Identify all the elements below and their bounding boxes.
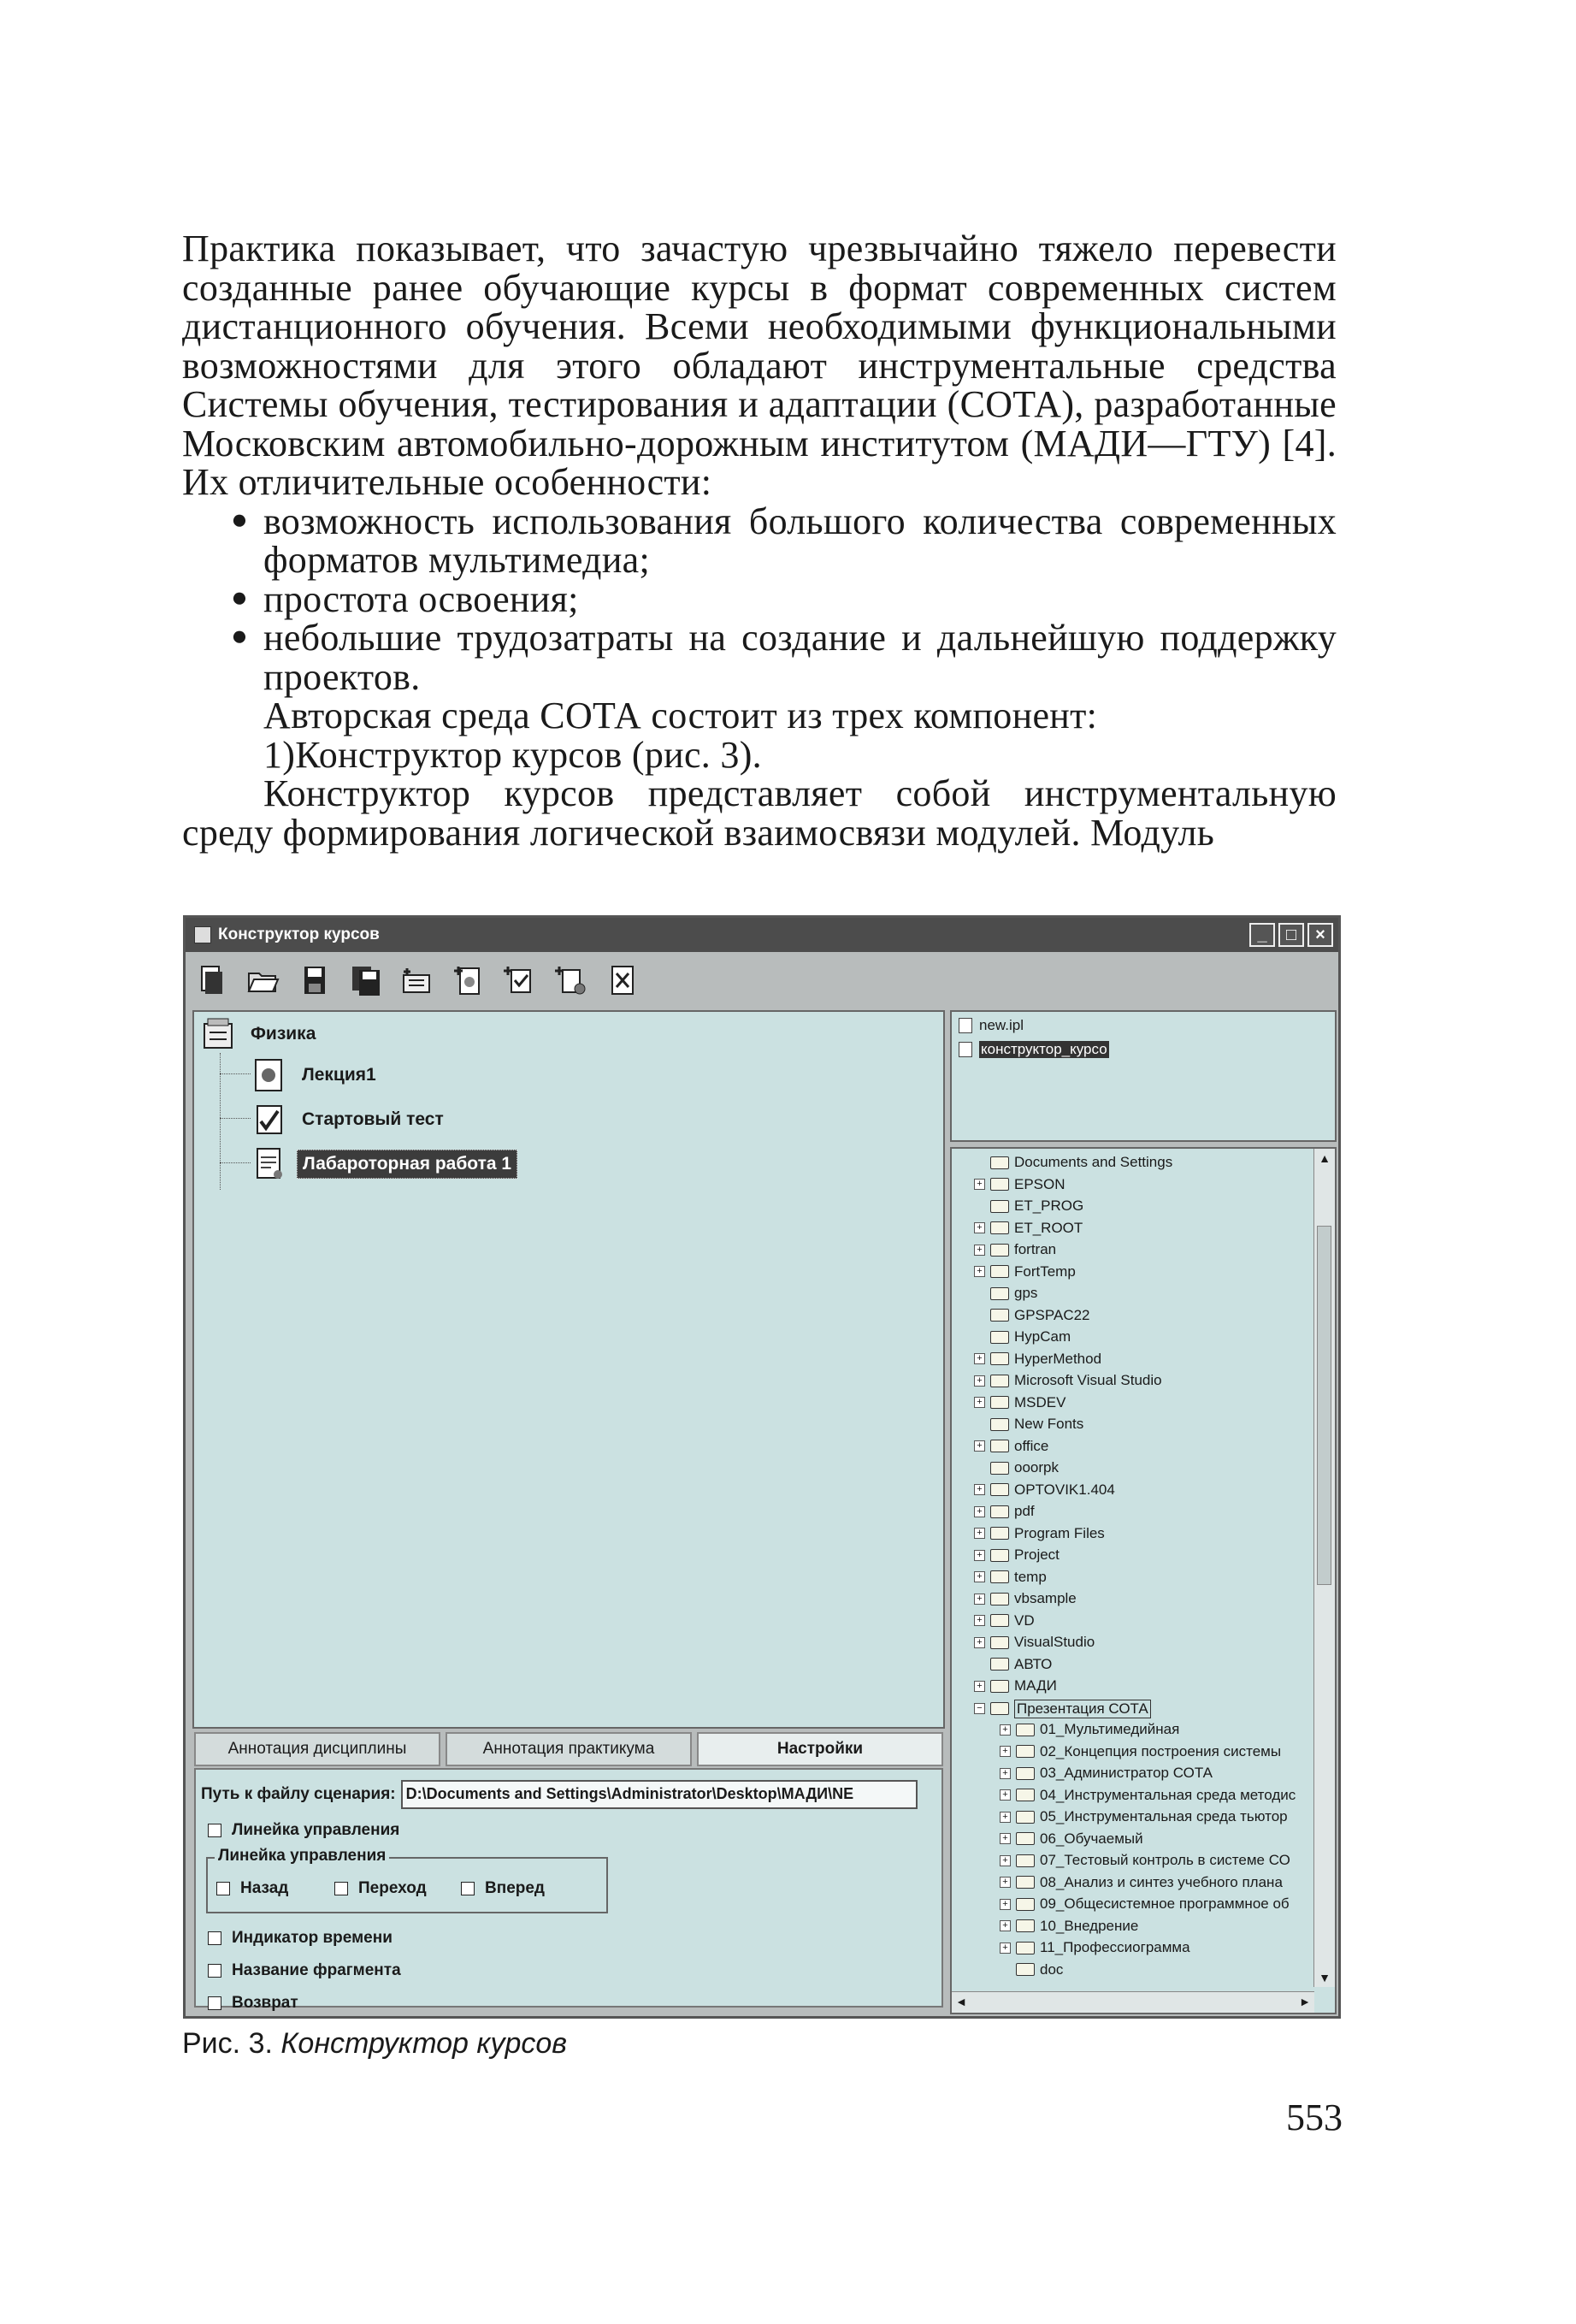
checkbox-goto[interactable]: Переход xyxy=(334,1879,427,1898)
folder-label: 08_Анализ и синтез учебного плана xyxy=(1040,1873,1283,1890)
folder-icon xyxy=(1016,1811,1035,1824)
folder-item[interactable] xyxy=(974,1525,1105,1542)
folder-item[interactable] xyxy=(974,1700,1151,1718)
expand-icon[interactable]: + xyxy=(974,1571,985,1582)
toolbar-groupbox xyxy=(206,1847,608,1913)
folder-item[interactable] xyxy=(974,1394,1065,1411)
folder-label: HyperMethod xyxy=(1014,1350,1102,1367)
folder-label: ET_ROOT xyxy=(1014,1219,1083,1236)
folder-icon xyxy=(990,1462,1009,1475)
folder-item[interactable] xyxy=(974,1590,1077,1607)
bullet-item: ● простота освоения; xyxy=(182,580,1337,619)
folder-label: vbsample xyxy=(1014,1590,1077,1606)
expand-icon[interactable]: + xyxy=(974,1353,985,1364)
file-icon xyxy=(959,1018,972,1033)
expand-icon[interactable]: + xyxy=(1000,1724,1011,1736)
folder-item[interactable] xyxy=(974,1546,1060,1564)
folder-label: VD xyxy=(1014,1611,1035,1629)
folder-label: 10_Внедрение xyxy=(1040,1917,1139,1934)
folder-icon xyxy=(990,1178,1009,1191)
expand-icon[interactable]: + xyxy=(974,1375,985,1387)
folder-label: pdf xyxy=(1014,1503,1035,1519)
checkbox-forward[interactable]: Вперед xyxy=(461,1879,545,1898)
folder-item[interactable] xyxy=(974,1176,1065,1193)
folder-item[interactable] xyxy=(1000,1765,1213,1782)
folder-item[interactable] xyxy=(974,1612,1035,1629)
expand-icon[interactable]: + xyxy=(974,1179,985,1190)
folder-icon xyxy=(990,1396,1009,1409)
script-path-input[interactable]: D:\Documents and Settings\Administrator\Desktop\МАДИ\NE xyxy=(401,1780,918,1809)
page-number: 553 xyxy=(1286,2096,1343,2138)
course-tree xyxy=(192,1010,945,1729)
expand-icon[interactable]: + xyxy=(1000,1855,1011,1866)
folder-item[interactable] xyxy=(1000,1918,1138,1935)
folder-label: Project xyxy=(1014,1546,1060,1563)
folder-icon xyxy=(990,1200,1009,1213)
folder-icon xyxy=(1016,1876,1035,1889)
folder-item[interactable] xyxy=(1000,1961,1063,1978)
vertical-scrollbar[interactable] xyxy=(1313,1149,1335,1987)
folder-label: FortTemp xyxy=(1014,1263,1076,1280)
folder-item[interactable] xyxy=(974,1677,1057,1694)
body-text xyxy=(182,229,1337,852)
expand-icon[interactable]: + xyxy=(974,1266,985,1277)
expand-icon[interactable]: + xyxy=(974,1550,985,1561)
folder-item[interactable] xyxy=(1000,1808,1288,1825)
new-icon[interactable] xyxy=(192,961,232,999)
folder-item[interactable] xyxy=(1000,1830,1143,1848)
folder-label: АВТО xyxy=(1014,1655,1053,1672)
folder-icon xyxy=(990,1440,1009,1452)
add-lecture-icon[interactable] xyxy=(449,961,488,999)
folder-item[interactable] xyxy=(1000,1852,1290,1869)
course-constructor-window xyxy=(183,915,1341,2019)
bullet-list xyxy=(182,502,1337,697)
folder-label: МАДИ xyxy=(1014,1677,1057,1694)
folder-label: HypCam xyxy=(1014,1328,1071,1345)
folder-label: Microsoft Visual Studio xyxy=(1014,1372,1162,1388)
path-label: Путь к файлу сценария: xyxy=(201,1785,396,1803)
folder-label: 03_Администратор СОТА xyxy=(1040,1765,1213,1781)
folder-icon xyxy=(990,1505,1009,1518)
scroll-up-icon[interactable]: ▲ xyxy=(1319,1151,1331,1165)
folder-item[interactable] xyxy=(1000,1895,1290,1913)
folder-icon xyxy=(990,1352,1009,1365)
folder-item[interactable] xyxy=(1000,1743,1281,1760)
tree-node-lab[interactable]: Лабароторная работа 1 xyxy=(252,1145,517,1183)
paragraph-1: Практика показывает, что зачастую чрезвычайно тяжело перевести созданные ранее обучающие курсы в формат современных систем дистанционного обучения. Всеми необходимыми функциональными возможностями для этого обладают инструментальные средства Системы обучения, тестирования и адаптации (СОТА), разработанные Московским автомобильно-дорожным институтом (МАДИ—ГТУ) [4]. Их отличительные особенности: xyxy=(182,228,1337,503)
folder-label: 05_Инструментальная среда тьютор xyxy=(1040,1808,1288,1824)
folder-label: Program Files xyxy=(1014,1524,1105,1541)
tree-node-test[interactable]: Стартовый тест xyxy=(252,1101,449,1138)
collapse-icon[interactable]: − xyxy=(974,1703,985,1714)
folder-item[interactable] xyxy=(974,1328,1071,1345)
checkbox-return[interactable]: Возврат xyxy=(208,1994,298,2013)
folder-icon xyxy=(990,1593,1009,1606)
folder-item[interactable] xyxy=(974,1481,1115,1499)
folder-item[interactable] xyxy=(974,1220,1083,1237)
maximize-button[interactable]: □ xyxy=(1278,923,1304,947)
expand-icon[interactable]: + xyxy=(1000,1943,1011,1954)
folder-item[interactable] xyxy=(974,1416,1083,1433)
folder-label: doc xyxy=(1040,1960,1064,1978)
expand-icon[interactable]: + xyxy=(1000,1746,1011,1757)
folder-item[interactable] xyxy=(974,1569,1047,1586)
folder-label: VisualStudio xyxy=(1014,1634,1095,1650)
figure-caption xyxy=(182,2027,567,2061)
bullet-item: ● небольшие трудозатраты на создание и дальнейшую поддержку проектов. xyxy=(182,618,1337,696)
folder-icon xyxy=(990,1309,1009,1322)
groupbox-title: Линейка управления xyxy=(215,1847,389,1866)
settings-panel xyxy=(194,1768,943,2012)
checkbox-box[interactable] xyxy=(208,1824,221,1837)
folder-label: temp xyxy=(1014,1568,1047,1585)
tab-course-annotation[interactable]: Аннотация дисциплины xyxy=(194,1732,440,1766)
folder-label: 07_Тестовый контроль в системе СО xyxy=(1040,1852,1290,1868)
folder-item[interactable] xyxy=(1000,1721,1179,1738)
folder-item[interactable] xyxy=(1000,1787,1296,1804)
file-item[interactable]: new.ipl xyxy=(959,1017,1024,1034)
folder-icon xyxy=(990,1156,1009,1169)
folder-icon xyxy=(990,1221,1009,1234)
add-lab-icon[interactable] xyxy=(552,961,591,999)
folder-icon xyxy=(990,1614,1009,1627)
caption-label: Рис. 3. xyxy=(182,2027,273,2060)
folder-label: fortran xyxy=(1014,1241,1057,1257)
checkbox-back[interactable]: Назад xyxy=(216,1879,288,1898)
folder-icon xyxy=(1016,1963,1035,1976)
paragraph-3: 1)Конструктор курсов (рис. 3). xyxy=(263,733,762,776)
folder-icon xyxy=(990,1483,1009,1496)
lab-icon xyxy=(252,1145,286,1183)
title-bar xyxy=(186,918,1338,952)
expand-icon[interactable]: + xyxy=(974,1440,985,1452)
folder-item[interactable] xyxy=(974,1351,1101,1368)
folder-item[interactable] xyxy=(974,1634,1095,1651)
file-item[interactable]: конструктор_курсо xyxy=(959,1041,1109,1058)
expand-icon[interactable]: + xyxy=(974,1637,985,1648)
folder-label: ooorpk xyxy=(1014,1459,1059,1475)
folder-label: Documents and Settings xyxy=(1014,1154,1173,1170)
expand-icon[interactable]: + xyxy=(1000,1920,1011,1931)
folder-icon xyxy=(1016,1767,1035,1780)
folder-icon xyxy=(1016,1942,1035,1954)
expand-icon[interactable]: + xyxy=(974,1681,985,1692)
folder-item[interactable] xyxy=(974,1438,1048,1455)
folder-label: EPSON xyxy=(1014,1175,1065,1192)
tab-settings[interactable]: Настройки xyxy=(697,1732,943,1766)
folder-item[interactable] xyxy=(974,1241,1056,1258)
folder-item[interactable] xyxy=(974,1656,1052,1673)
folder-label: New Fonts xyxy=(1014,1416,1084,1432)
folder-icon xyxy=(1016,1789,1035,1801)
expand-icon[interactable]: + xyxy=(1000,1789,1011,1801)
folder-icon xyxy=(990,1570,1009,1583)
folder-item[interactable] xyxy=(974,1372,1162,1389)
tree-root-node[interactable]: Физика xyxy=(201,1015,321,1053)
folder-label: 06_Обучаемый xyxy=(1040,1830,1143,1847)
add-module-icon[interactable] xyxy=(398,961,437,999)
expand-icon[interactable]: + xyxy=(974,1506,985,1517)
test-icon xyxy=(252,1101,286,1138)
folder-icon xyxy=(990,1375,1009,1387)
save-icon[interactable] xyxy=(295,961,334,999)
app-icon xyxy=(194,926,211,943)
delete-icon[interactable] xyxy=(603,961,642,999)
checkbox-fragment-name[interactable]: Название фрагмента xyxy=(208,1961,401,1980)
folder-item[interactable] xyxy=(974,1154,1172,1171)
folder-label: 11_Профессиограмма xyxy=(1040,1939,1190,1955)
folder-label: 01_Мультимедийная xyxy=(1040,1721,1180,1737)
folder-icon xyxy=(990,1702,1009,1715)
expand-icon[interactable]: + xyxy=(1000,1899,1011,1910)
folder-icon xyxy=(990,1549,1009,1562)
expand-icon[interactable]: + xyxy=(1000,1768,1011,1779)
expand-icon[interactable]: + xyxy=(1000,1833,1011,1844)
folder-item[interactable] xyxy=(974,1263,1076,1280)
folder-label: MSDEV xyxy=(1014,1393,1066,1410)
folder-icon xyxy=(990,1636,1009,1649)
expand-icon[interactable]: + xyxy=(974,1245,985,1256)
expand-icon[interactable]: + xyxy=(974,1397,985,1408)
scroll-down-icon[interactable]: ▼ xyxy=(1319,1971,1331,1984)
paragraph-4: Конструктор курсов представляет собой инструментальную среду формирования логической взаимосвязи модулей. Модуль xyxy=(182,772,1337,854)
minimize-button[interactable]: _ xyxy=(1249,923,1275,947)
folder-icon xyxy=(990,1658,1009,1671)
folder-label: gps xyxy=(1014,1285,1038,1301)
course-icon xyxy=(201,1015,235,1053)
folder-icon xyxy=(1016,1898,1035,1911)
caption-title: Конструктор курсов xyxy=(280,2027,568,2060)
folder-icon xyxy=(990,1527,1009,1540)
lecture-icon xyxy=(252,1056,286,1094)
folder-icon xyxy=(1016,1854,1035,1867)
folder-icon xyxy=(1016,1919,1035,1932)
folder-icon xyxy=(990,1244,1009,1257)
checkbox-timer[interactable]: Индикатор времени xyxy=(208,1929,393,1948)
expand-icon[interactable]: + xyxy=(974,1594,985,1605)
paragraph-2: Авторская среда СОТА состоит из трех компонент: xyxy=(263,695,1098,736)
folder-label: GPSPAC22 xyxy=(1014,1306,1090,1323)
file-icon xyxy=(959,1042,972,1057)
folder-label: 04_Инструментальная среда методис xyxy=(1040,1786,1296,1803)
folder-item[interactable] xyxy=(1000,1874,1283,1891)
folder-item[interactable] xyxy=(974,1285,1037,1302)
folder-icon xyxy=(1016,1832,1035,1845)
folder-item[interactable] xyxy=(974,1307,1090,1324)
bullet-item: ● возможность использования большого количества современных форматов мультимедиа; xyxy=(182,502,1337,580)
folder-label: Презентация СОТА xyxy=(1014,1700,1151,1718)
tree-node-lecture[interactable]: Лекция1 xyxy=(252,1056,381,1094)
folder-item[interactable] xyxy=(1000,1939,1190,1956)
folder-item[interactable] xyxy=(974,1197,1083,1215)
directory-tree xyxy=(950,1147,1337,2014)
close-button[interactable]: × xyxy=(1307,923,1333,947)
expand-icon[interactable]: + xyxy=(974,1528,985,1539)
folder-icon xyxy=(990,1331,1009,1344)
folder-label: OPTOVIK1.404 xyxy=(1014,1481,1115,1498)
folder-label: ET_PROG xyxy=(1014,1197,1084,1214)
file-list xyxy=(950,1010,1337,1142)
folder-icon xyxy=(1016,1724,1035,1736)
folder-icon xyxy=(990,1265,1009,1278)
folder-icon xyxy=(990,1287,1009,1300)
expand-icon[interactable]: + xyxy=(974,1484,985,1495)
folder-item[interactable] xyxy=(974,1459,1059,1476)
folder-label: office xyxy=(1014,1437,1049,1454)
scroll-thumb[interactable] xyxy=(1317,1226,1331,1585)
add-test-icon[interactable] xyxy=(500,961,540,999)
folder-icon xyxy=(990,1418,1009,1431)
scroll-left-icon[interactable]: ◄ xyxy=(955,1995,967,2008)
tab-practicum-annotation[interactable]: Аннотация практикума xyxy=(446,1732,692,1766)
expand-icon[interactable]: + xyxy=(1000,1812,1011,1823)
horizontal-scrollbar[interactable] xyxy=(952,1991,1314,2013)
expand-icon[interactable]: + xyxy=(974,1222,985,1233)
expand-icon[interactable]: + xyxy=(974,1615,985,1626)
folder-label: 02_Концепция построения системы xyxy=(1040,1742,1282,1759)
tab-bar xyxy=(194,1732,943,1766)
expand-icon[interactable]: + xyxy=(1000,1877,1011,1888)
open-icon[interactable] xyxy=(244,961,283,999)
window-title: Конструктор курсов xyxy=(218,925,380,943)
folder-label: 09_Общесистемное программное об xyxy=(1040,1895,1290,1912)
scroll-right-icon[interactable]: ► xyxy=(1299,1995,1311,2008)
folder-icon xyxy=(990,1680,1009,1693)
folder-icon xyxy=(1016,1745,1035,1758)
checkbox-toolbar[interactable]: Линейка управления xyxy=(208,1821,399,1840)
folder-item[interactable] xyxy=(974,1503,1035,1520)
toolbar xyxy=(192,959,642,1002)
save-all-icon[interactable] xyxy=(346,961,386,999)
